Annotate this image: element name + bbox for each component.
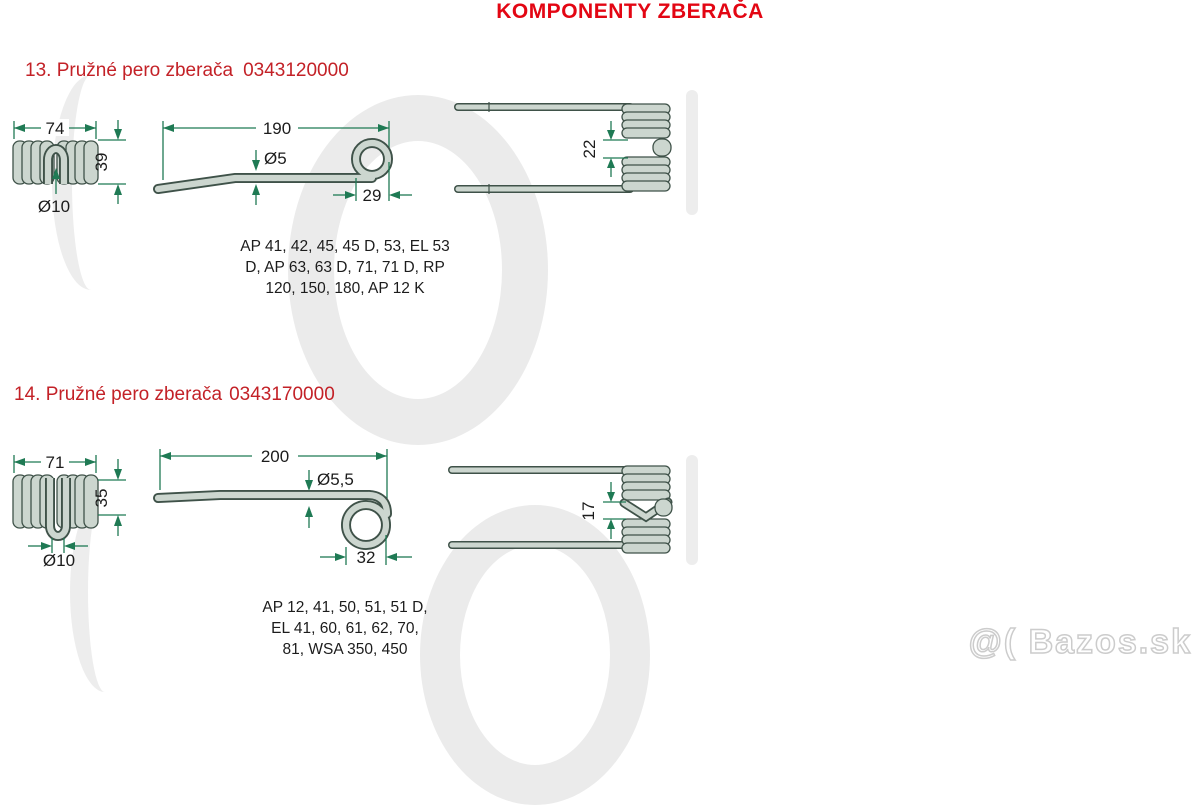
item-13-part-code: 0343120000 (243, 60, 349, 81)
dim-wire-front: Ø10 (37, 197, 71, 216)
item-14-front-view (13, 453, 126, 570)
page-title: KOMPONENTY ZBERAČA (496, 0, 764, 23)
item-13-title: 13. Pružné pero zberača (25, 60, 234, 81)
item-14-technical-drawing (0, 440, 720, 590)
dim-loop-diameter: 32 (356, 548, 376, 567)
item-13-heading (25, 60, 349, 82)
dim-coil-height: 39 (92, 152, 111, 172)
dim-wire-side: Ø5 (264, 149, 287, 168)
item-13-front-view (13, 119, 126, 216)
dim-length: 200 (260, 447, 290, 466)
dim-coil-width: 71 (45, 453, 65, 472)
dim-tine-gap: 17 (579, 501, 598, 521)
item-13-side-view (158, 119, 412, 205)
dim-coil-width: 74 (45, 119, 65, 138)
dim-wire-front: Ø10 (42, 551, 76, 570)
dim-tine-gap: 22 (580, 139, 599, 159)
dim-wire-side: Ø5,5 (317, 470, 354, 489)
item-14-side-view (158, 447, 412, 567)
item-14-part-code: 0343170000 (229, 384, 335, 405)
item-14-top-view (452, 466, 672, 553)
item-14-models: AP 12, 41, 50, 51, 51 D, EL 41, 60, 61, 62, 70, 81, WSA 350, 450 (262, 599, 428, 658)
bazos-watermark: @( Bazos.sk (968, 623, 1192, 661)
item-14-heading (14, 384, 335, 406)
item-13-models: AP 41, 42, 45, 45 D, 53, EL 53 D, AP 63, 63 D, 71, 71 D, RP 120, 150, 180, AP 12 K (240, 238, 450, 297)
dim-coil-height: 35 (92, 488, 111, 508)
item-13-technical-drawing (0, 95, 720, 225)
item-14-title: 14. Pružné pero zberača (14, 384, 223, 405)
item-13-top-view (458, 102, 671, 194)
dim-length: 190 (262, 119, 292, 138)
dim-loop-diameter: 29 (362, 186, 382, 205)
